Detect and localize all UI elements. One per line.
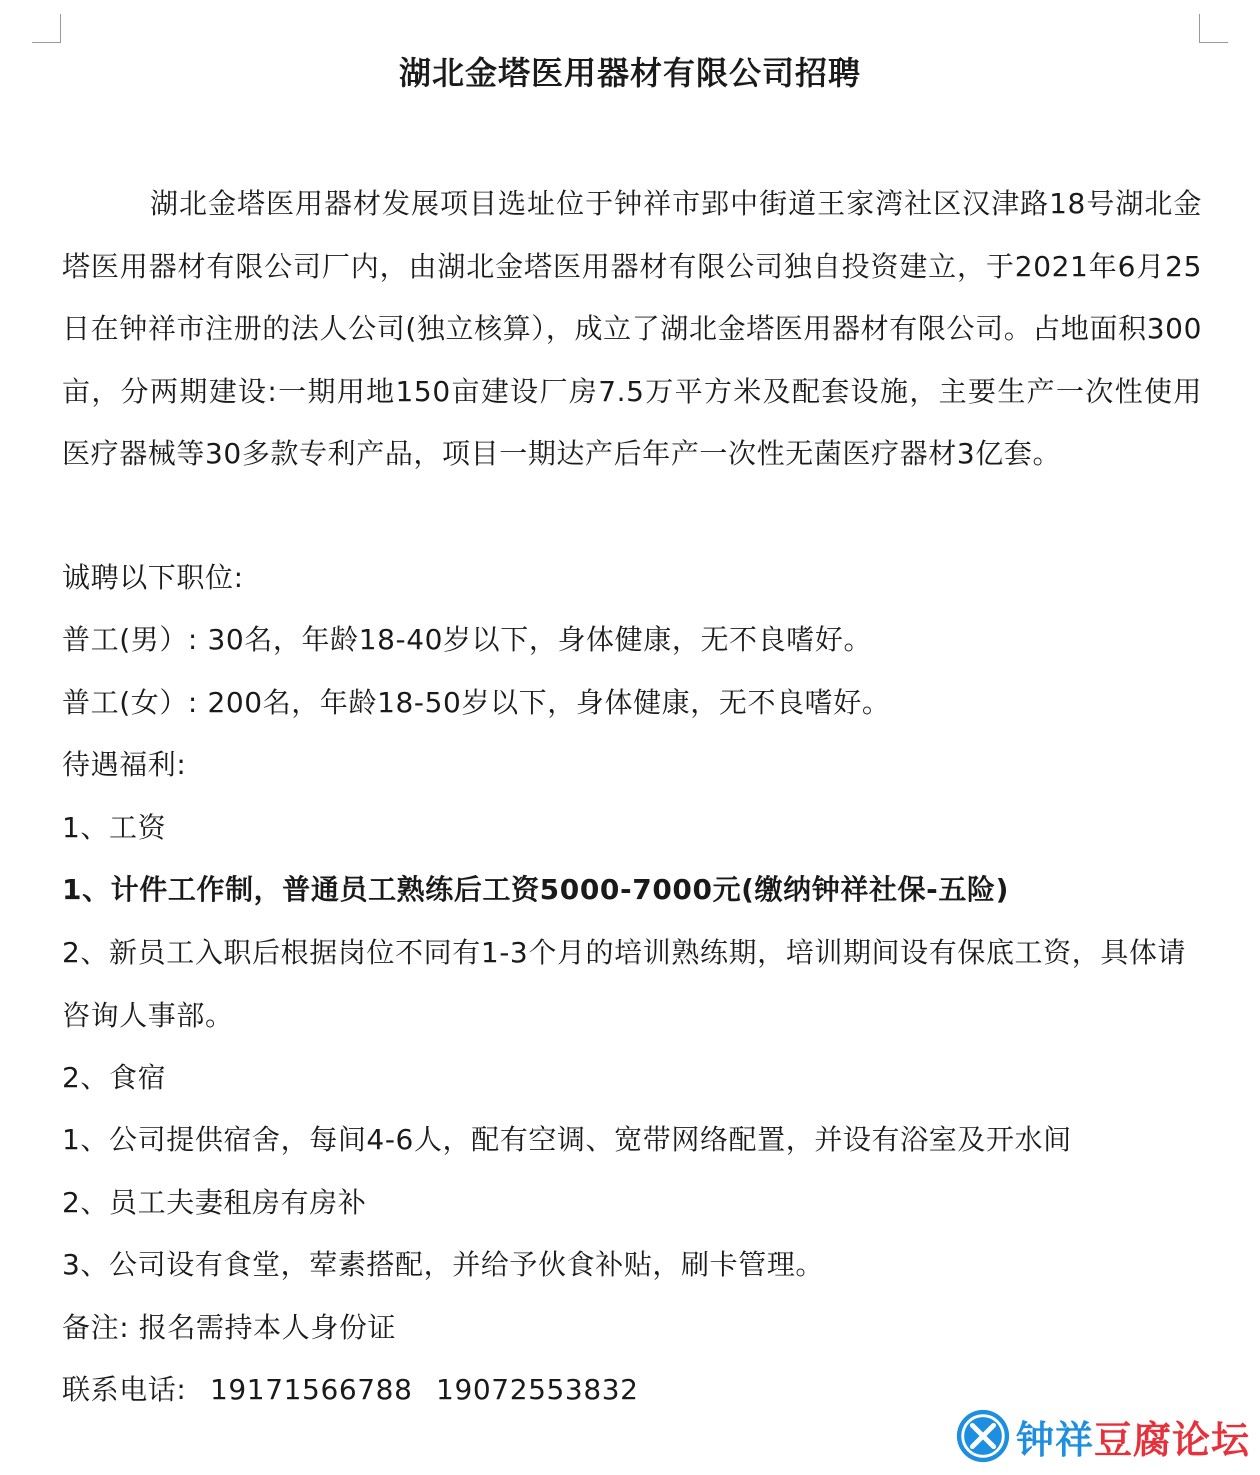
position-female-worker: 普工(女）: 200名，年龄18-50岁以下，身体健康，无不良嗜好。 — [62, 686, 891, 719]
document-title: 湖北金塔医用器材有限公司招聘 — [398, 54, 861, 92]
intro-paragraph: 湖北金塔医用器材发展项目选址位于钟祥市郢中街道王家湾社区汉津路18号湖北金塔医用器材有限公司厂内，由湖北金塔医用器材有限公司独自投资建立，于2021年6月25日在钟祥市注册的法人公司(独立核算），成立了湖北金塔医用器材有限公司。占地面积300亩，分两期建设:一期用地150亩建设厂房7.5万平方米及配套设施，主要生产一次性使用医疗器械等30多款专利产品，项目一期达产后年产一次性无菌医疗器材3亿套。 — [62, 187, 1202, 470]
lodging-item-housing-subsidy: 2、员工夫妻租房有房补 — [62, 1186, 367, 1219]
positions-heading: 诚聘以下职位: — [62, 561, 244, 594]
salary-heading: 1、工资 — [62, 811, 167, 844]
lodging-item-canteen: 3、公司设有食堂，荤素搭配，并给予伙食补贴，刷卡管理。 — [62, 1248, 825, 1281]
contact-phone-1: 19171566788 — [209, 1373, 413, 1406]
page-corner-top-left — [32, 14, 61, 43]
watermark-text-forum: 豆腐论坛 — [1093, 1417, 1250, 1462]
note-text: 备注: 报名需持本人身份证 — [62, 1311, 397, 1344]
watermark-text — [1016, 1409, 1250, 1464]
watermark-text-city: 钟祥 — [1015, 1417, 1094, 1462]
page-corner-top-right — [1199, 14, 1228, 43]
position-male-worker: 普工(男）: 30名，年龄18-40岁以下，身体健康，无不良嗜好。 — [62, 623, 873, 656]
salary-item-piecework: 1、计件工作制，普通员工熟练后工资5000-7000元(缴纳钟祥社保-五险) — [62, 873, 1009, 906]
lodging-item-dormitory: 1、公司提供宿舍，每间4-6人，配有空调、宽带网络配置，并设有浴室及开水间 — [62, 1123, 1072, 1156]
forum-watermark — [954, 1405, 1250, 1467]
forum-logo-icon — [954, 1407, 1012, 1465]
salary-item-training: 2、新员工入职后根据岗位不同有1-3个月的培训熟练期，培训期间设有保底工资，具体请咨询人事部。 — [62, 936, 1187, 1032]
contact-label: 联系电话: — [62, 1373, 187, 1406]
lodging-heading: 2、食宿 — [62, 1061, 167, 1094]
benefits-heading: 待遇福利: — [62, 748, 187, 781]
contact-phone-2: 19072553832 — [436, 1373, 639, 1406]
